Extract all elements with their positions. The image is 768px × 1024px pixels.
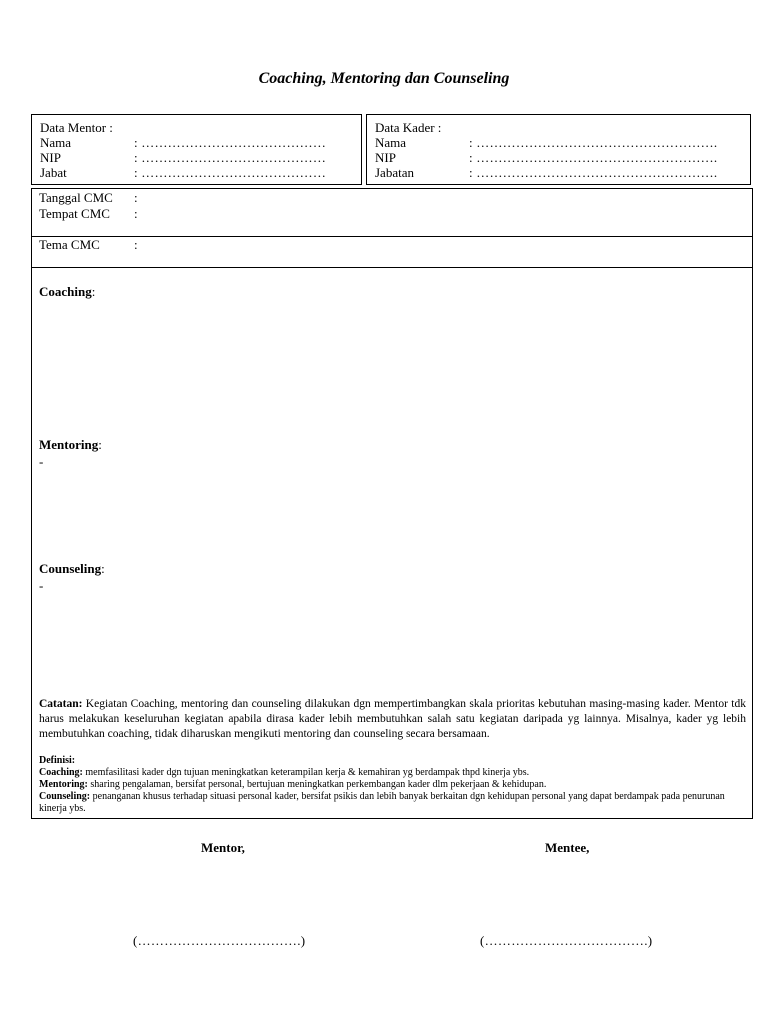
mentor-nama-row bbox=[40, 135, 353, 150]
mentor-nip-field[interactable]: : …………………………………… bbox=[134, 150, 327, 165]
kader-jabatan-row bbox=[375, 165, 742, 180]
kader-jabatan-field[interactable]: : ………………………………………………. bbox=[469, 165, 718, 180]
definisi-label: Definisi: bbox=[39, 755, 76, 766]
kader-nama-row bbox=[375, 135, 742, 150]
tanggal-row bbox=[39, 190, 138, 206]
kader-nama-field[interactable]: : ………………………………………………. bbox=[469, 135, 718, 150]
mentor-jabat-field[interactable]: : …………………………………… bbox=[134, 165, 327, 180]
divider bbox=[32, 267, 752, 268]
catatan-note bbox=[39, 697, 746, 742]
mentor-signature-label: Mentor, bbox=[201, 840, 245, 855]
tempat-label: Tempat CMC bbox=[39, 206, 110, 221]
mentor-nip-label: NIP bbox=[40, 150, 61, 165]
coaching-heading: Coaching: bbox=[39, 284, 96, 299]
mentor-heading: Data Mentor : bbox=[40, 120, 113, 135]
catatan-label: Catatan: bbox=[39, 698, 83, 710]
mentor-signature-line[interactable]: (……………………………….) bbox=[133, 933, 306, 948]
counseling-heading: Counseling: bbox=[39, 561, 105, 576]
catatan-text: Kegiatan Coaching, mentoring dan counseling dilakukan dgn mempertimbangkan skala prioritas kebutuhan masing-masing kader. Mentor tdk harus melakukan keseluruhan kegiatan apabila dirasa kader lebih membutuhkan salah satu kegiatan daripada yg lainnya. Misalnya, kader yg lebih membutuhkan coaching, tidak diharuskan mengikuti mentoring dan counseling secara bersamaan. bbox=[39, 698, 746, 740]
tanggal-field[interactable]: : bbox=[134, 190, 138, 205]
mentoring-heading: Mentoring: bbox=[39, 437, 102, 452]
tema-field[interactable]: : bbox=[134, 237, 138, 252]
mentor-nama-label: Nama bbox=[40, 135, 72, 150]
mentor-nip-row bbox=[40, 150, 353, 165]
mentoring-dash: - bbox=[39, 454, 44, 469]
divider bbox=[32, 236, 752, 237]
cmc-form-box bbox=[31, 188, 753, 819]
tema-row bbox=[39, 237, 138, 253]
kader-nip-label: NIP bbox=[375, 150, 396, 165]
mentee-signature-label: Mentee, bbox=[545, 840, 590, 855]
tema-label: Tema CMC bbox=[39, 237, 100, 252]
page-title: Coaching, Mentoring dan Counseling bbox=[258, 70, 510, 87]
mentor-nama-field[interactable]: : …………………………………… bbox=[134, 135, 327, 150]
definisi-section bbox=[39, 755, 749, 815]
tempat-field[interactable]: : bbox=[134, 206, 138, 221]
kader-nip-field[interactable]: : ………………………………………………. bbox=[469, 150, 718, 165]
kader-nip-row bbox=[375, 150, 742, 165]
kader-nama-label: Nama bbox=[375, 135, 407, 150]
kader-data-box bbox=[366, 114, 751, 185]
tempat-row bbox=[39, 206, 138, 222]
kader-jabatan-label: Jabatan bbox=[375, 165, 414, 180]
tanggal-label: Tanggal CMC bbox=[39, 190, 113, 205]
kader-heading: Data Kader : bbox=[375, 120, 442, 135]
mentor-jabat-row bbox=[40, 165, 353, 180]
mentor-data-box bbox=[31, 114, 362, 185]
counseling-dash: - bbox=[39, 578, 44, 593]
definisi-mentoring: Mentoring: sharing pengalaman, bersifat personal, bertujuan meningkatkan perkembangan kader dlm pekerjaan & kehidupan. bbox=[39, 779, 547, 790]
mentee-signature-line[interactable]: (……………………………….) bbox=[480, 933, 653, 948]
definisi-coaching: Coaching: memfasilitasi kader dgn tujuan meningkatkan keterampilan kerja & kemahiran yg berdampak thpd kinerja ybs. bbox=[39, 767, 530, 778]
definisi-counseling: Counseling: penanganan khusus terhadap situasi personal kader, bersifat psikis dan lebih banyak berkaitan dgn kehidupan personal yang dapat berdampak pada penurunan kinerja ybs. bbox=[39, 791, 725, 814]
mentor-jabat-label: Jabat bbox=[40, 165, 67, 180]
